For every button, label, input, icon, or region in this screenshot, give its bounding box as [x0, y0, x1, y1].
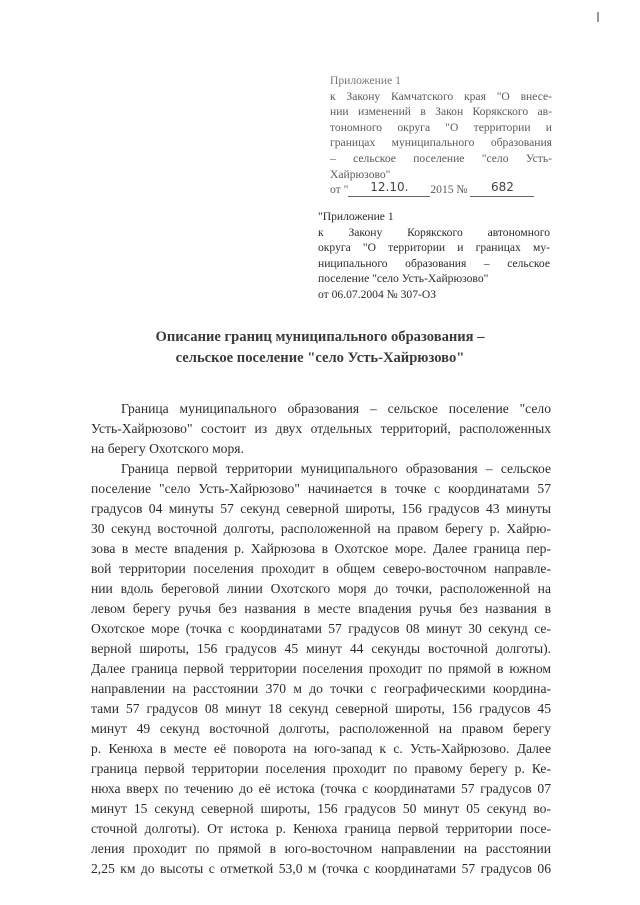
paragraph: [91, 399, 551, 459]
document-body: [91, 399, 551, 879]
title-line: сельское поселение "село Усть-Хайрюзово": [175, 350, 465, 366]
adoption-date-line: [330, 182, 552, 198]
text-line: 2,25 км до высоты с отметкой 53,0 м (точка с координатами 57 градусов 06: [91, 861, 551, 876]
number-blank: [470, 180, 534, 197]
text-line: поселение "село Усть-Хайрюзово" начинается в точке с координатами 57: [91, 481, 551, 496]
appendix-header-line: Хайрюзово": [330, 167, 391, 181]
appendix-header-line: от 06.07.2004 № 307-ОЗ: [318, 287, 437, 301]
appendix-header-line: к Закону Корякского автономного: [318, 225, 550, 239]
text-line: вой территории поселения проходит в общем северо-восточном направле-: [91, 561, 551, 576]
text-line: Граница муниципального образования – сельское поселение "село: [121, 401, 551, 416]
text-line: тами 57 градусов 08 минут 18 секунд северной широты, 156 градусов 45: [91, 701, 551, 716]
appendix-header-line: – сельское поселение "село Усть-: [330, 151, 552, 165]
text-line: левом берегу ручья без названия в месте впадения ручья без названия в: [91, 601, 551, 616]
text-line: направлении на расстоянии 370 м до точки с географическими координа-: [91, 681, 551, 696]
text-line: Усть-Хайрюзово" состоит из двух отдельных территорий, расположенных: [91, 421, 551, 436]
text-line: градусов 04 минуты 57 секунд северной широты, 156 градусов 43 минуты: [91, 501, 551, 516]
text-line: минут 15 секунд северной широты, 156 градусов 50 минут 05 секунд во-: [91, 801, 551, 816]
date-blank: [348, 180, 430, 197]
text-line: нюха вверх по течению до её истока (точка с координатами 57 градусов 07: [91, 781, 551, 796]
appendix-header-line: границах муниципального образования: [330, 136, 552, 150]
appendix-header-line: нии изменений в Закон Корякского ав-: [330, 105, 552, 119]
text-line: Граница первой территории муниципального образования – сельское: [121, 461, 551, 476]
appendix-header-new: [330, 73, 552, 198]
date-prefix: от ": [330, 183, 349, 197]
handwritten-number: 682: [490, 180, 514, 195]
date-suffix: 2015 №: [430, 183, 468, 197]
appendix-header-original: [318, 209, 550, 303]
text-line: зова в месте впадения р. Хайрюзова в Охотское море. Далее граница пер-: [91, 541, 551, 556]
appendix-header-line: округа "О территории и границах му-: [318, 241, 550, 255]
paragraph: [91, 459, 551, 879]
appendix-header-line: поселение "село Усть-Хайрюзово": [318, 272, 489, 286]
scan-edge-mark: [597, 12, 599, 22]
appendix-header-line: к Закону Камчатского края "О внесе-: [330, 89, 552, 103]
text-line: нии вдоль береговой линии Охотского моря до точки, расположенной на: [91, 581, 551, 596]
title-line: Описание границ муниципального образования –: [155, 329, 485, 345]
appendix-header-line: тономного округа "О территории и: [330, 120, 552, 134]
text-line: на берегу Охотского моря.: [91, 441, 244, 456]
text-line: Охотское море (точка с координатами 57 градусов 08 минут 30 секунд се-: [91, 621, 551, 636]
text-line: верной широты, 156 градусов 45 минут 44 секунды восточной долготы).: [91, 641, 551, 656]
text-line: минут 49 секунд восточной долготы, расположенной на правом берегу: [91, 721, 551, 736]
handwritten-date: 12.10.: [370, 180, 409, 195]
text-line: р. Кенюха в месте её поворота на юго-запад к с. Усть-Хайрюзово. Далее: [91, 741, 551, 756]
appendix-header-line: Приложение 1: [330, 74, 401, 87]
text-line: сточной долготы). От истока р. Кенюха граница первой территории посе-: [91, 821, 551, 836]
text-line: 30 секунд восточной долготы, расположенной на правом берегу р. Хайрю-: [91, 521, 551, 536]
appendix-header-line: "Приложение 1: [318, 210, 394, 223]
text-line: граница первой территории поселения проходит по правому берегу р. Ке-: [91, 761, 551, 776]
text-line: ления проходит по прямой в юго-восточном направлении на расстоянии: [91, 841, 551, 856]
document-title: [60, 327, 580, 369]
text-line: Далее граница первой территории поселения проходит по прямой в южном: [91, 661, 551, 676]
appendix-header-line: ниципального образования – сельское: [318, 256, 550, 270]
